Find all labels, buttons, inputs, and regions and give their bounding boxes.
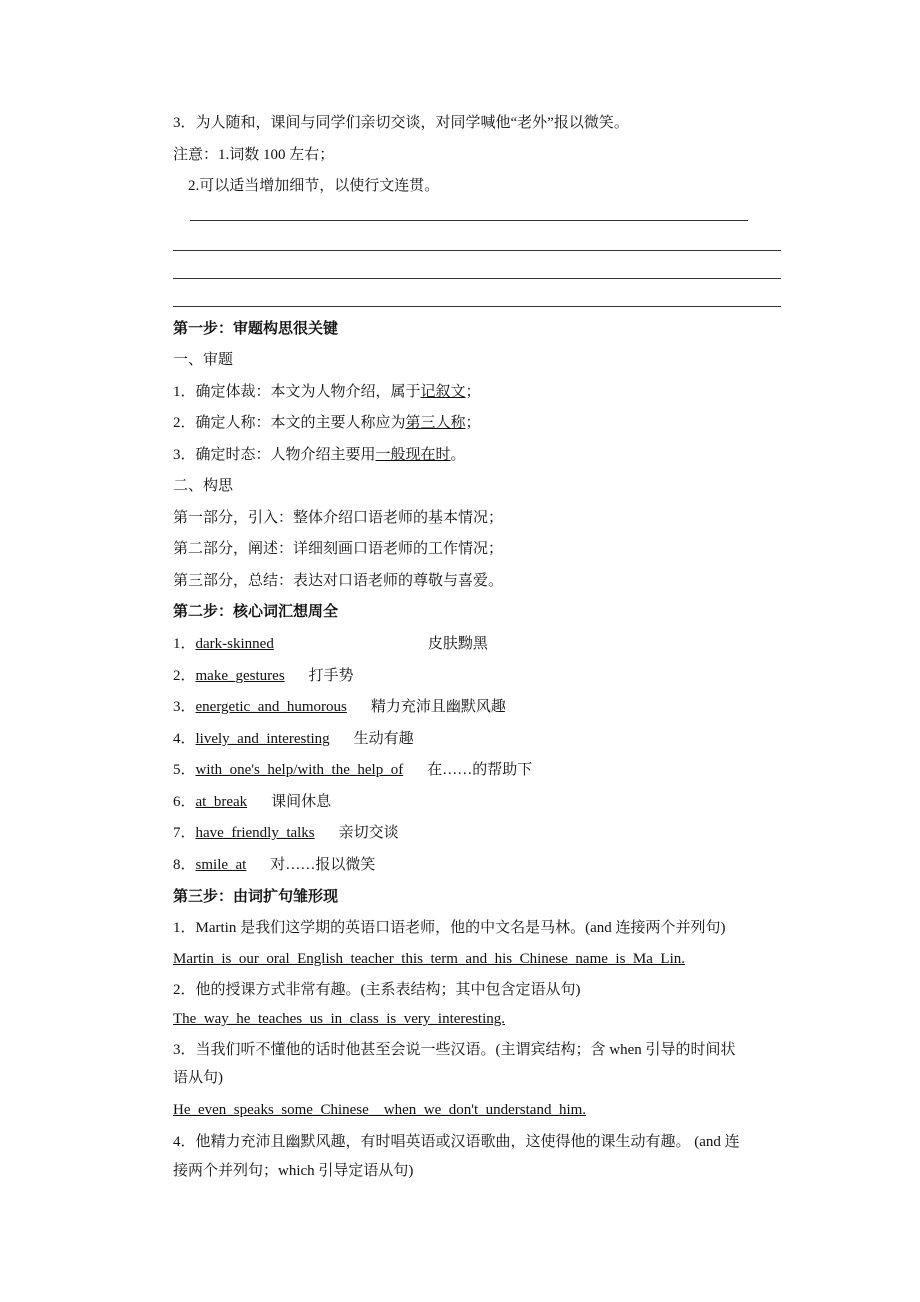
step2-heading: 第二步：核心词汇想周全 bbox=[173, 604, 339, 620]
step1-heading: 第一步：审题构思很关键 bbox=[173, 321, 339, 337]
review-item: 3．确定时态：人物介绍主要用一般现在时。 bbox=[173, 447, 466, 463]
vocab-item: 2．make_gestures 打手势 bbox=[173, 668, 354, 684]
review-item: 2．确定人称：本文的主要人称应为第三人称； bbox=[173, 415, 481, 431]
sentence-answer: He_even_speaks_some_Chinese__when_we_don't_understand_him. bbox=[173, 1102, 587, 1118]
sentence-prompt: 4．他精力充沛且幽默风趣，有时唱英语或汉语歌曲，这使得他的课生动有趣。 (and 连 bbox=[173, 1134, 740, 1150]
vocab-item: 6．at_break 课间休息 bbox=[173, 794, 332, 810]
task-point-3: 3．为人随和，课间与同学们亲切交谈，对同学喊他“老外”报以微笑。 bbox=[173, 115, 629, 131]
vocab-item: 5．with_one's_help/with_the_help_of 在……的帮助下 bbox=[173, 762, 533, 778]
note-word-count: 注意：1.词数 100 左右； bbox=[173, 147, 335, 163]
sentence-answer: The_way_he_teaches_us_in_class_is_very_interesting. bbox=[173, 1011, 505, 1027]
sentence-prompt-cont: 接两个并列句；which 引导定语从句) bbox=[173, 1163, 414, 1179]
writing-line[interactable] bbox=[190, 220, 748, 221]
writing-line[interactable] bbox=[173, 250, 781, 251]
vocab-item: 4．lively_and_interesting 生动有趣 bbox=[173, 731, 414, 747]
sentence-answer: Martin_is_our_oral_English_teacher_this_term_and_his_Chinese_name_is_Ma_Lin. bbox=[173, 951, 685, 967]
vocab-item: 7．have_friendly_talks 亲切交谈 bbox=[173, 825, 399, 841]
writing-line[interactable] bbox=[173, 278, 781, 279]
sentence-prompt-cont: 语从句) bbox=[173, 1070, 223, 1086]
step3-heading: 第三步：由词扩句雏形现 bbox=[173, 889, 339, 905]
outline-part: 第一部分，引入：整体介绍口语老师的基本情况； bbox=[173, 510, 504, 526]
sentence-prompt: 2．他的授课方式非常有趣。(主系表结构；其中包含定语从句) bbox=[173, 982, 581, 998]
section-review: 一、审题 bbox=[173, 352, 234, 368]
writing-line[interactable] bbox=[173, 306, 781, 307]
outline-part: 第二部分，阐述：详细刻画口语老师的工作情况； bbox=[173, 541, 504, 557]
vocab-item: 3．energetic_and_humorous 精力充沛且幽默风趣 bbox=[173, 699, 506, 715]
vocab-item: 8．smile_at 对……报以微笑 bbox=[173, 857, 376, 873]
section-outline: 二、构思 bbox=[173, 478, 234, 494]
sentence-prompt: 1．Martin 是我们这学期的英语口语老师，他的中文名是马林。(and 连接两个并列句) bbox=[173, 920, 726, 936]
vocab-item: 1．dark-skinned 皮肤黝黑 bbox=[173, 636, 488, 652]
outline-part: 第三部分，总结：表达对口语老师的尊敬与喜爱。 bbox=[173, 573, 504, 589]
note-details: 2.可以适当增加细节，以使行文连贯。 bbox=[188, 178, 440, 194]
sentence-prompt: 3．当我们听不懂他的话时他甚至会说一些汉语。(主谓宾结构；含 when 引导的时间状 bbox=[173, 1042, 736, 1058]
review-item: 1．确定体裁：本文为人物介绍，属于记叙文； bbox=[173, 384, 481, 400]
